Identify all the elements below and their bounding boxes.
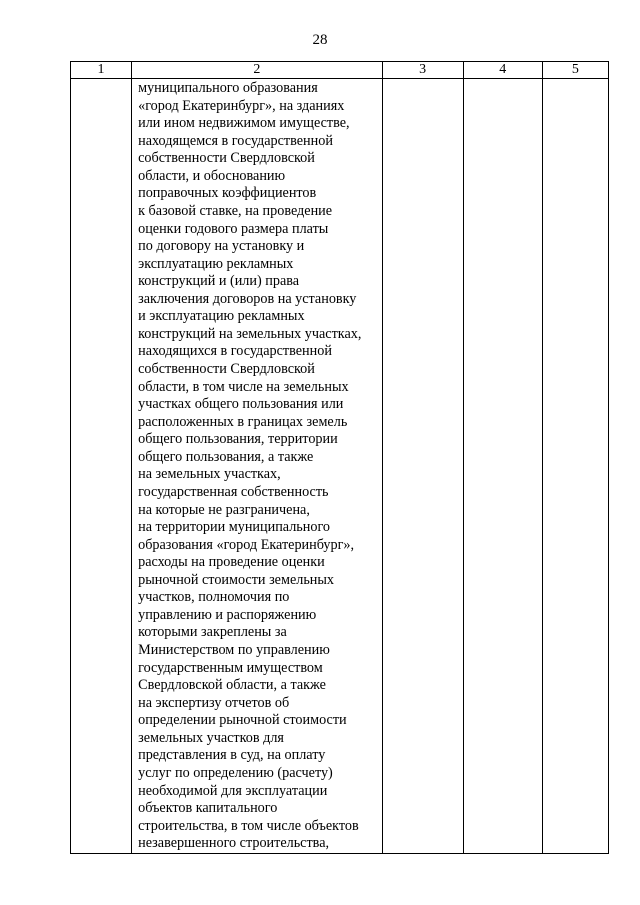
text-line: государственная собственность bbox=[138, 483, 329, 500]
text-line: собственности Свердловской bbox=[138, 150, 315, 167]
column-header-4: 4 bbox=[463, 62, 542, 79]
text-line: государственным имуществом bbox=[138, 659, 323, 676]
text-line: объектов капитального bbox=[138, 800, 278, 817]
text-line: находящемся в государственной bbox=[138, 132, 333, 149]
text-line: поправочных коэффициентов bbox=[138, 185, 317, 202]
page-number: 28 bbox=[312, 32, 328, 48]
text-line: на земельных участках, bbox=[138, 466, 281, 483]
text-line: участков, полномочия по bbox=[138, 589, 290, 606]
text-line: на которые не разграничена, bbox=[138, 501, 310, 518]
column-header-1: 1 bbox=[71, 62, 132, 79]
text-line: области, в том числе на земельных bbox=[138, 378, 349, 395]
cell-col4 bbox=[463, 79, 542, 854]
text-line: управлению и распоряжению bbox=[138, 606, 317, 623]
text-line: общего пользования, территории bbox=[138, 431, 338, 448]
column-header-5: 5 bbox=[542, 62, 608, 79]
text-line: заключения договоров на установку bbox=[138, 290, 357, 307]
text-line: эксплуатацию рекламных bbox=[138, 255, 294, 272]
cell-col1 bbox=[71, 79, 132, 854]
text-line: «город Екатеринбург», на зданиях bbox=[138, 97, 345, 114]
text-line: конструкций на земельных участках, bbox=[138, 325, 362, 342]
text-line: находящихся в государственной bbox=[138, 343, 332, 360]
cell-col2-text bbox=[132, 79, 381, 853]
text-line: расположенных в границах земель bbox=[138, 413, 348, 430]
text-line: муниципального образования bbox=[138, 80, 318, 96]
column-header-3: 3 bbox=[382, 62, 463, 79]
text-line: общего пользования, а также bbox=[138, 448, 314, 465]
text-line: к базовой ставке, на проведение bbox=[138, 202, 333, 219]
text-line: рыночной стоимости земельных bbox=[138, 571, 335, 588]
text-line: расходы на проведение оценки bbox=[138, 554, 325, 571]
text-line: оценки годового размера платы bbox=[138, 220, 329, 237]
text-line: области, и обоснованию bbox=[138, 167, 286, 184]
text-line: необходимой для эксплуатации bbox=[138, 782, 328, 799]
text-line: представления в суд, на оплату bbox=[138, 747, 326, 764]
text-line: незавершенного строительства, bbox=[138, 835, 330, 852]
budget-table bbox=[70, 61, 609, 854]
text-line: услуг по определению (расчету) bbox=[138, 764, 333, 781]
text-line: определении рыночной стоимости bbox=[138, 712, 347, 729]
cell-col3 bbox=[382, 79, 463, 854]
table-row bbox=[71, 79, 609, 854]
column-header-2: 2 bbox=[132, 62, 382, 79]
text-line: Свердловской области, а также bbox=[138, 677, 326, 694]
text-line: или ином недвижимом имуществе, bbox=[138, 115, 350, 132]
text-line: собственности Свердловской bbox=[138, 361, 315, 377]
text-line: Министерством по управлению bbox=[138, 642, 330, 658]
text-line: на территории муниципального bbox=[138, 519, 331, 536]
text-line: строительства, в том числе объектов bbox=[138, 817, 359, 834]
cell-col2 bbox=[132, 79, 382, 854]
text-line: земельных участков для bbox=[138, 729, 284, 746]
text-line: и эксплуатацию рекламных bbox=[138, 308, 305, 325]
text-line: образования «город Екатеринбург», bbox=[138, 536, 355, 553]
cell-col5 bbox=[542, 79, 608, 854]
text-line: на экспертизу отчетов об bbox=[138, 694, 290, 711]
text-line: конструкций и (или) права bbox=[138, 273, 300, 290]
text-line: по договору на установку и bbox=[138, 238, 305, 255]
text-line: участках общего пользования или bbox=[138, 396, 344, 413]
text-line: которыми закреплены за bbox=[138, 624, 287, 641]
table-header-row bbox=[71, 62, 609, 79]
